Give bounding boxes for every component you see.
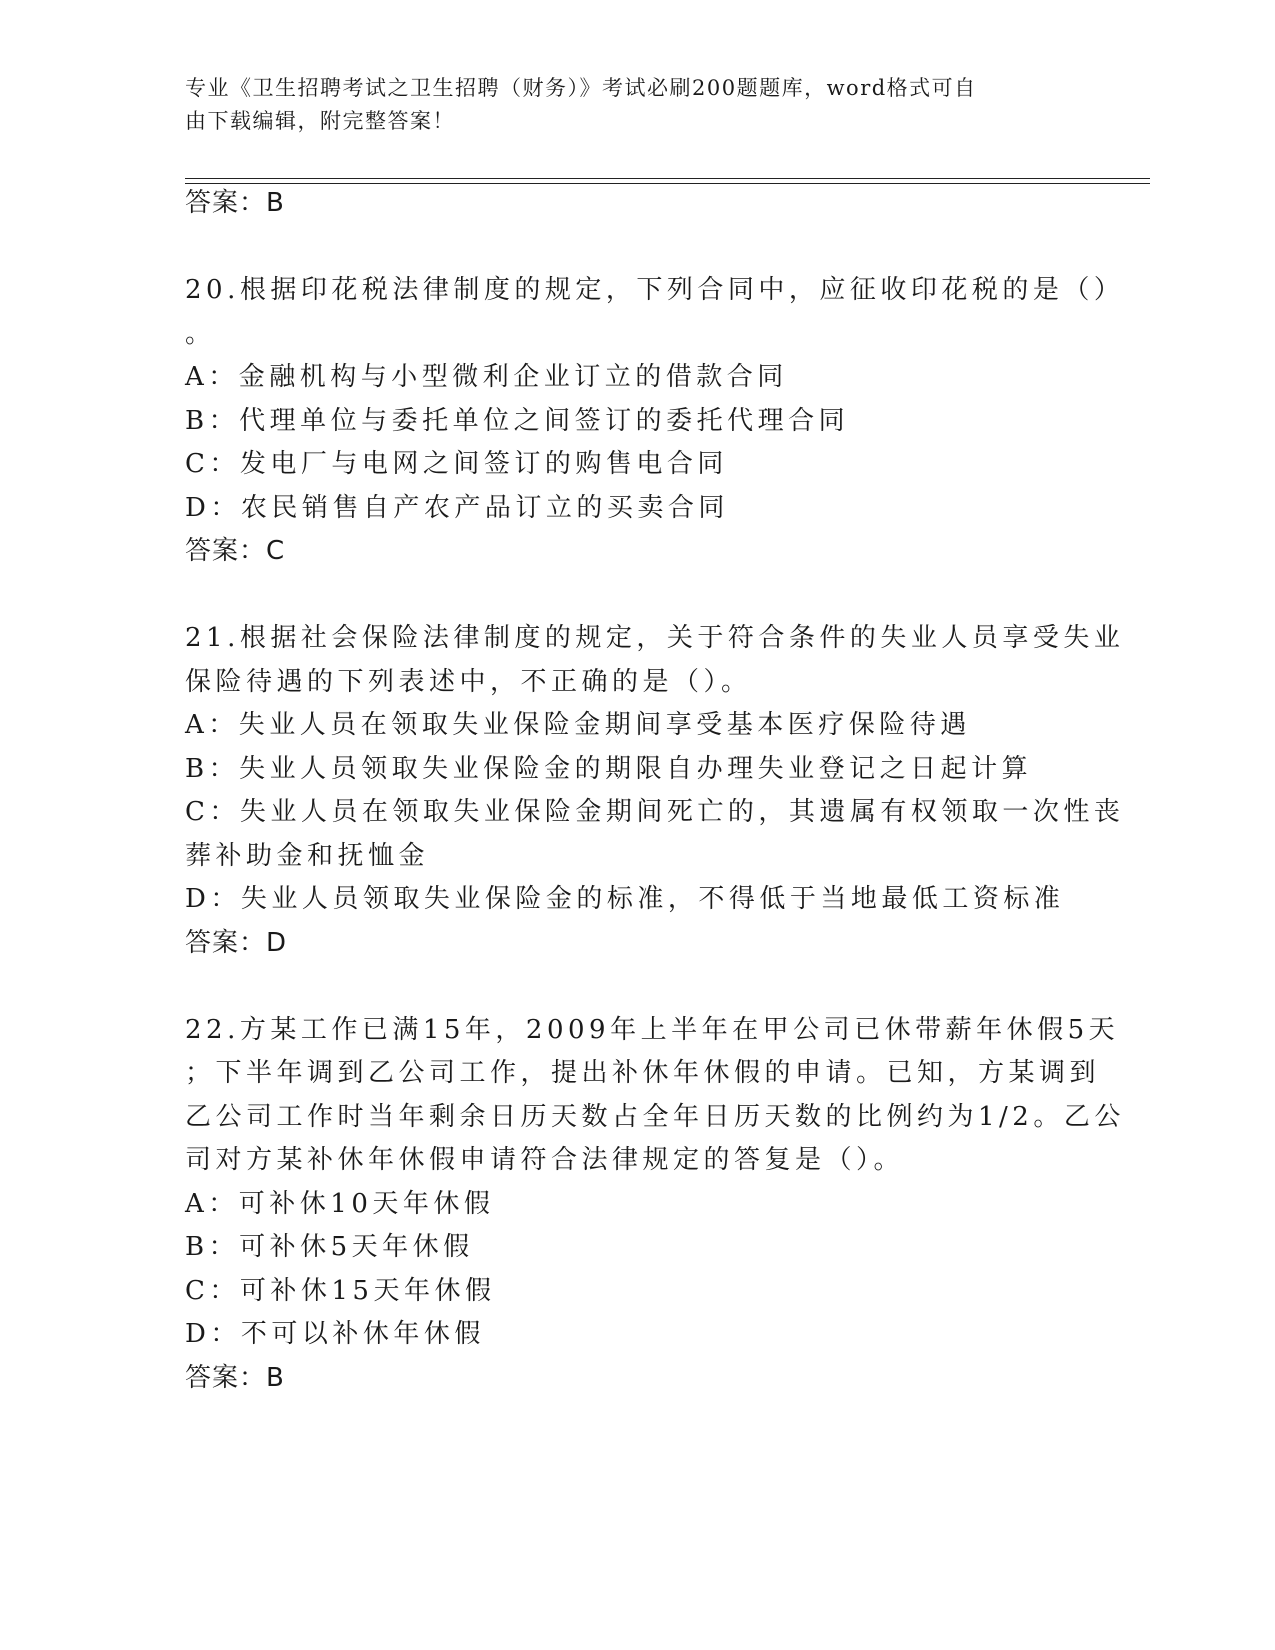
question-20-option-d: D：农民销售自产农产品订立的买卖合同 — [185, 493, 729, 523]
question-20-option-a: A：金融机构与小型微利企业订立的借款合同 — [185, 362, 788, 392]
header-divider-double — [185, 183, 1150, 184]
question-22-option-b: B：可补休5天年休假 — [185, 1232, 474, 1262]
question-21-option-c: C：失业人员在领取失业保险金期间死亡的，其遗属有权领取一次性丧 — [185, 797, 1125, 827]
question-21-option-a: A：失业人员在领取失业保险金期间享受基本医疗保险待遇 — [185, 710, 971, 740]
header-line-1: 专业《卫生招聘考试之卫生招聘（财务）》考试必刷200题题库，word格式可自 — [185, 76, 977, 100]
question-21-option-d: D：失业人员领取失业保险金的标准，不得低于当地最低工资标准 — [185, 884, 1065, 914]
question-20-stem: 20.根据印花税法律制度的规定，下列合同中，应征收印花税的是（） — [185, 275, 1125, 305]
question-22-stem-cont-2: 乙公司工作时当年剩余日历天数占全年日历天数的比例约为1/2。乙公 — [185, 1102, 1125, 1132]
answer-line: 答案：B — [185, 188, 285, 218]
question-22-answer: 答案：B — [185, 1363, 285, 1393]
document-header — [185, 72, 1065, 138]
question-20-option-b: B：代理单位与委托单位之间签订的委托代理合同 — [185, 406, 850, 436]
question-22-stem: 22.方某工作已满15年，2009年上半年在甲公司已休带薪年休假5天 — [185, 1015, 1120, 1045]
question-22-option-d: D：不可以补休年休假 — [185, 1319, 485, 1349]
question-22-stem-cont-1: ；下半年调到乙公司工作，提出补休年休假的申请。已知，方某调到 — [185, 1058, 1101, 1088]
header-line-2: 由下载编辑，附完整答案！ — [185, 109, 455, 133]
question-21-stem-cont: 保险待遇的下列表述中，不正确的是（）。 — [185, 667, 752, 697]
question-22-option-c: C：可补休15天年休假 — [185, 1276, 496, 1306]
question-21-option-b: B：失业人员领取失业保险金的期限自办理失业登记之日起计算 — [185, 754, 1033, 784]
question-21-stem: 21.根据社会保险法律制度的规定，关于符合条件的失业人员享受失业 — [185, 623, 1125, 653]
question-22-stem-cont-3: 司对方某补休年休假申请符合法律规定的答复是（）。 — [185, 1145, 905, 1175]
question-20-option-c: C：发电厂与电网之间签订的购售电合同 — [185, 449, 728, 479]
question-20-answer: 答案：C — [185, 536, 286, 566]
header-divider — [185, 178, 1150, 179]
question-21-answer: 答案：D — [185, 928, 288, 958]
question-22-option-a: A：可补休10天年休假 — [185, 1189, 495, 1219]
question-21-option-c-cont: 葬补助金和抚恤金 — [185, 841, 430, 871]
question-20-stem-cont: 。 — [185, 319, 216, 349]
